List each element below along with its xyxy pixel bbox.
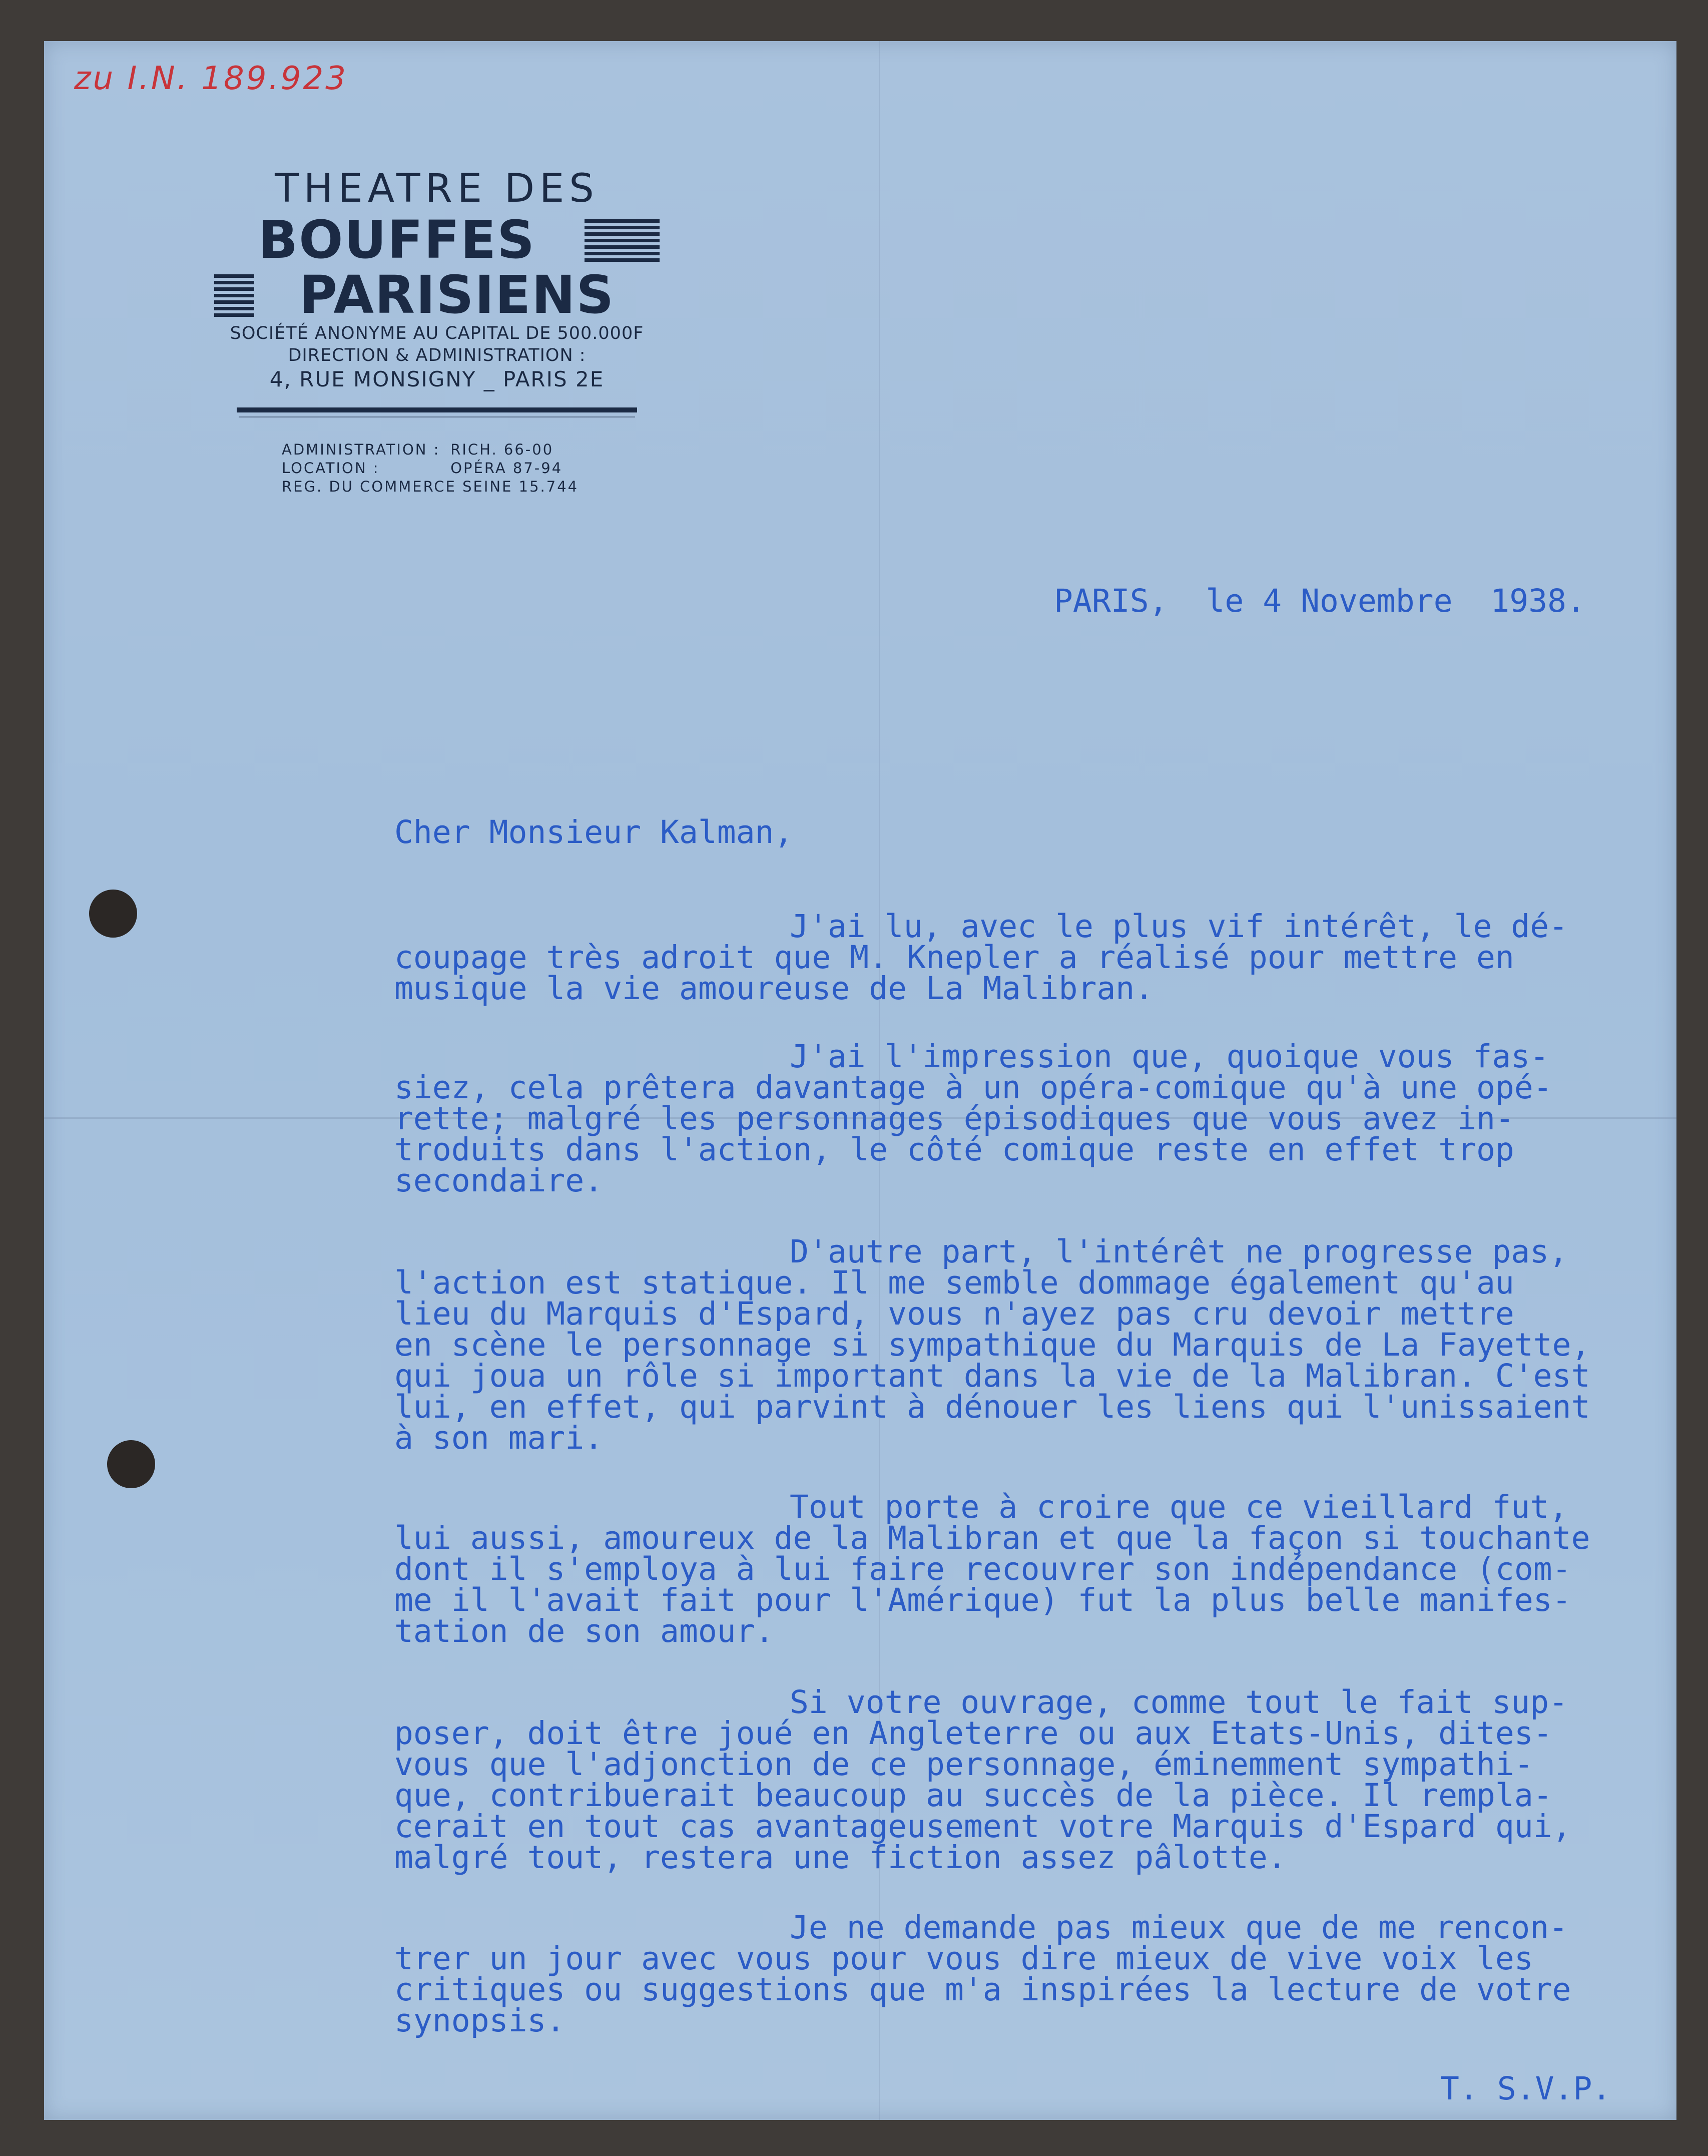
text-line: dont il s'employa à lui faire recouvrer son indépendance (com-	[394, 1551, 1571, 1587]
phone-label: LOCATION :	[282, 460, 380, 477]
register-label: REG. DU COMMERCE SEINE	[282, 478, 513, 495]
letterhead-address: 4, RUE MONSIGNY _ PARIS 2E	[269, 367, 605, 391]
letterhead-name-2-text: PARISIENS	[299, 264, 615, 325]
text-line: à son mari.	[394, 1420, 604, 1456]
salutation: Cher Monsieur Kalman,	[394, 814, 793, 850]
register-value: 15.744	[518, 478, 579, 495]
letterhead-capital: SOCIÉTÉ ANONYME AU CAPITAL DE 500.000F	[230, 323, 644, 343]
stripes-decoration	[214, 274, 254, 318]
stripes-decoration	[585, 219, 660, 263]
text-line: critiques ou suggestions que m'a inspirées la lecture de votre	[394, 1971, 1571, 2008]
letterhead-name-1	[214, 209, 660, 270]
paragraph-2	[394, 1038, 1655, 1199]
text-line: secondaire.	[394, 1162, 604, 1199]
text-line: lui aussi, amoureux de la Malibran et que la façon si touchante	[394, 1520, 1590, 1556]
text-line: cerait en tout cas avantageusement votre Marquis d'Espard qui,	[394, 1808, 1571, 1845]
letterhead-name-2	[214, 264, 660, 325]
text-line: lui, en effet, qui parvint à dénouer les liens qui l'unissaient	[394, 1389, 1590, 1425]
letterhead-direction: DIRECTION & ADMINISTRATION :	[288, 345, 586, 365]
text-line: J'ai lu, avec le plus vif intérêt, le dé-	[790, 908, 1568, 945]
text-line: synopsis.	[394, 2002, 565, 2039]
text-line: qui joua un rôle si important dans la vie de la Malibran. C'est	[394, 1358, 1590, 1394]
text-line: malgré tout, restera une fiction assez pâlotte.	[394, 1839, 1287, 1876]
text-line: vous que l'adjonction de ce personnage, éminemment sympathi-	[394, 1746, 1533, 1783]
text-line: coupage très adroit que M. Knepler a réalisé pour mettre en	[394, 939, 1514, 976]
text-line: poser, doit être joué en Angleterre ou aux Etats-Unis, dites-	[394, 1715, 1552, 1752]
text-line: en scène le personnage si sympathique du Marquis de La Fayette,	[394, 1327, 1590, 1363]
letterhead-rule	[237, 407, 637, 412]
text-line: Je ne demande pas mieux que de me rencon-	[790, 1909, 1568, 1946]
letter-page	[44, 41, 1676, 2120]
punch-hole	[89, 890, 137, 938]
punch-hole	[107, 1440, 155, 1488]
text-line: musique la vie amoureuse de La Malibran.	[394, 970, 1154, 1007]
letterhead	[214, 165, 660, 496]
letterhead-phones	[214, 441, 660, 496]
phone-row	[282, 441, 660, 459]
paragraph-3	[394, 1233, 1655, 1456]
letterhead-name-1-text: BOUFFES	[258, 209, 536, 270]
phone-row	[282, 459, 660, 478]
text-line: l'action est statique. Il me semble dommage également qu'au	[394, 1264, 1514, 1301]
text-line: troduits dans l'action, le côté comique reste en effet trop	[394, 1131, 1514, 1168]
letter-date: PARIS, le 4 Novembre 1938.	[1054, 583, 1586, 619]
archive-reference: zu I.N. 189.923	[74, 60, 348, 97]
paragraph-1	[394, 908, 1655, 1007]
paragraph-4	[394, 1489, 1655, 1649]
text-line: me il l'avait fait pour l'Amérique) fut la plus belle manifes-	[394, 1582, 1571, 1618]
phone-label: ADMINISTRATION :	[282, 441, 440, 458]
letterhead-line1: THEATRE DES	[275, 166, 599, 211]
text-line: que, contribuerait beaucoup au succès de la pièce. Il rempla-	[394, 1777, 1552, 1814]
paragraph-5	[394, 1684, 1655, 1876]
text-line: rette; malgré les personnages épisodiques que vous avez in-	[394, 1100, 1514, 1137]
text-line: siez, cela prêtera davantage à un opéra-comique qu'à une opé-	[394, 1069, 1552, 1106]
text-line: J'ai l'impression que, quoique vous fas-	[790, 1038, 1549, 1075]
text-line: D'autre part, l'intérêt ne progresse pas,	[790, 1233, 1568, 1270]
register-row	[282, 478, 660, 496]
text-line: tation de son amour.	[394, 1613, 774, 1649]
text-line: Tout porte à croire que ce vieillard fut,	[790, 1489, 1568, 1525]
text-line: trer un jour avec vous pour vous dire mieux de vive voix les	[394, 1940, 1533, 1977]
paragraph-6	[394, 1909, 1655, 2039]
phone-value: RICH. 66-00	[450, 441, 554, 458]
turn-page-note: T. S.V.P.	[1440, 2070, 1611, 2107]
phone-value: OPÉRA 87-94	[450, 460, 563, 477]
text-line: Si votre ouvrage, comme tout le fait sup-	[790, 1684, 1568, 1720]
text-line: lieu du Marquis d'Espard, vous n'ayez pas cru devoir mettre	[394, 1296, 1514, 1332]
